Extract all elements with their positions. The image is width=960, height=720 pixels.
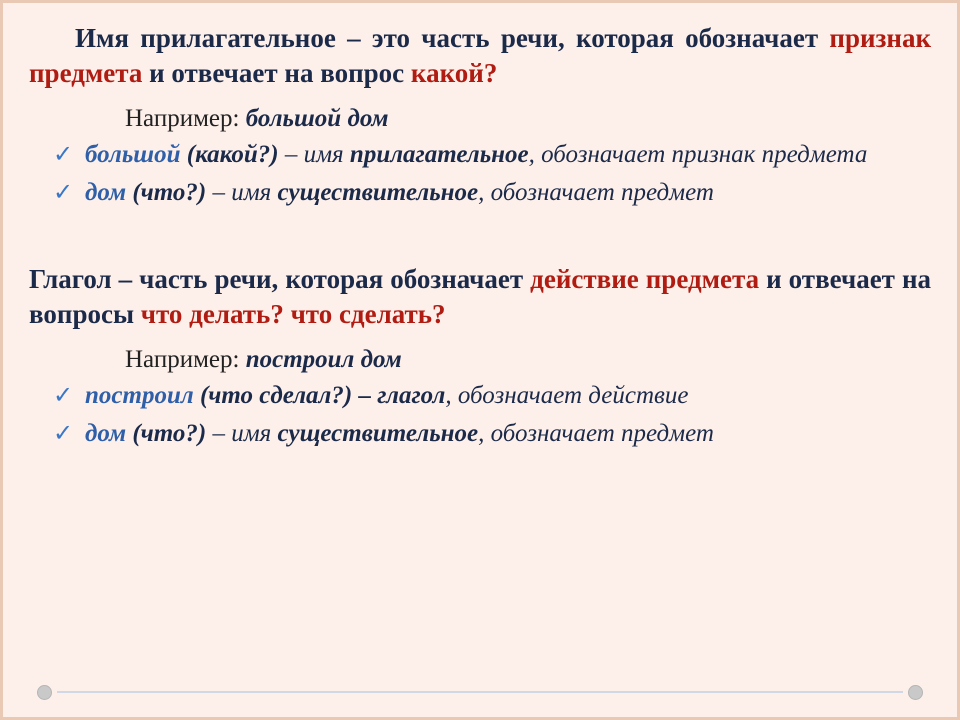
verb-example <box>29 346 931 374</box>
verb-item-0-question: (что сделал?) <box>199 382 353 410</box>
footer-divider <box>57 691 903 693</box>
verb-block <box>29 262 931 449</box>
adjective-block <box>29 21 931 208</box>
adjective-item-0-text <box>85 139 931 171</box>
list-item <box>29 177 931 209</box>
adjective-item-1-word: дом <box>85 178 127 206</box>
verb-item-1-word: дом <box>85 419 127 447</box>
footer-dot-left-icon <box>37 685 52 700</box>
verb-definition-highlight2: что делать? что сделать? <box>140 299 446 330</box>
adjective-item-0-term: прилагательное <box>349 141 529 169</box>
adjective-item-1-question: (что?) <box>132 178 207 206</box>
section-spacer <box>29 214 931 256</box>
check-icon: ✓ <box>53 140 74 169</box>
list-item <box>29 380 931 412</box>
verb-item-0-dash: – глагол <box>352 382 446 410</box>
verb-definition-part2: и отвечает на вопросы <box>29 264 932 330</box>
verb-item-1-text <box>85 418 931 450</box>
verb-definition <box>29 262 931 332</box>
verb-item-1-term: существительное <box>277 419 479 447</box>
verb-item-0-text <box>85 380 931 412</box>
adjective-item-0-word: большой <box>85 141 181 169</box>
verb-item-0-word: построил <box>85 382 194 410</box>
footer-dot-right-icon <box>908 685 923 700</box>
adjective-example <box>29 105 931 133</box>
check-icon: ✓ <box>53 177 74 206</box>
verb-item-1-tail: , обозначает предмет <box>478 419 714 447</box>
adjective-item-1-term: существительное <box>277 178 479 206</box>
adjective-item-0-tail: , обозначает признак предмета <box>528 141 868 169</box>
adjective-definition-part1: Имя прилагательное – это часть речи, которая обозначает <box>75 23 819 53</box>
check-icon: ✓ <box>53 418 74 447</box>
verb-example-label: Например: <box>125 346 240 374</box>
adjective-item-0-dash: – имя <box>278 141 350 169</box>
adjective-example-label: Например: <box>125 105 240 133</box>
verb-definition-highlight1: действие предмета <box>530 264 760 295</box>
adjective-definition-part2: и отвечает на вопрос <box>149 58 405 89</box>
verb-item-1-question: (что?) <box>132 419 207 447</box>
list-item <box>29 139 931 171</box>
verb-item-0-tail: , обозначает действие <box>445 382 689 410</box>
list-item <box>29 418 931 450</box>
adjective-definition <box>29 21 931 91</box>
adjective-item-0-question: (какой?) <box>186 141 279 169</box>
adjective-item-1-text <box>85 177 931 209</box>
verb-item-1-dash: – имя <box>206 419 278 447</box>
adjective-item-1-tail: , обозначает предмет <box>478 178 714 206</box>
verb-definition-part1: Глагол – часть речи, которая обозначает <box>29 264 524 295</box>
adjective-definition-question: какой? <box>410 58 498 89</box>
footer-decoration <box>29 685 931 699</box>
verb-example-text: построил дом <box>245 346 402 374</box>
adjective-example-text: большой дом <box>245 105 389 133</box>
adjective-definition-highlight: признак предмета <box>29 23 931 89</box>
check-icon: ✓ <box>53 381 74 410</box>
adjective-item-1-dash: – имя <box>206 178 278 206</box>
